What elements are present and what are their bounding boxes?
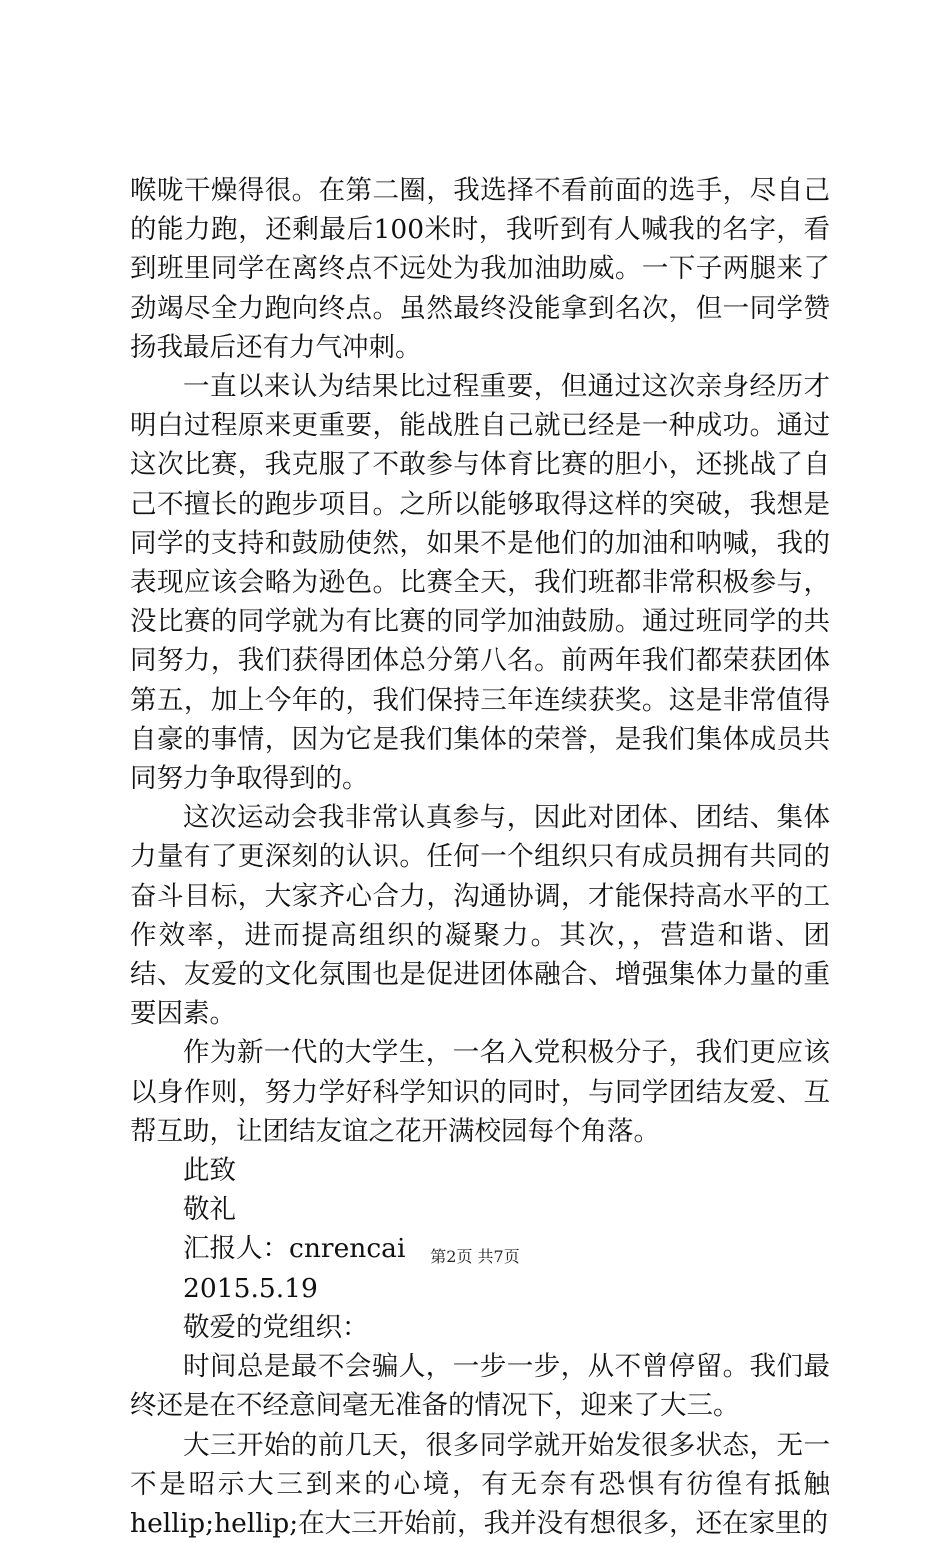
- paragraph-1: 喉咙干燥得很。在第二圈，我选择不看前面的选手，尽自己的能力跑，还剩最后100米时，我听到有人喊我的名字，看到班里同学在离终点不远处为我加油助威。一下子两腿来了劲竭尽全力跑向终点。虽然最终没能拿到名次，但一同学赞扬我最后还有力气冲刺。: [130, 171, 830, 367]
- closing-regards: 敬礼: [130, 1190, 830, 1229]
- paragraph-3: 这次运动会我非常认真参与，因此对团体、团结、集体力量有了更深刻的认识。任何一个组织只有成员拥有共同的奋斗目标，大家齐心合力，沟通协调，才能保持高水平的工作效率，进而提高组织的凝聚力。其次，，营造和谐、团结、友爱的文化氛围也是促进团体融合、增强集体力量的重要因素。: [130, 798, 830, 1033]
- closing-salutation: 此致: [130, 1151, 830, 1190]
- paragraph-4: 作为新一代的大学生，一名入党积极分子，我们更应该以身作则，努力学好科学知识的同时，与同学团结友爱、互帮互助，让团结友谊之花开满校园每个角落。: [130, 1033, 830, 1151]
- paragraph-5: 时间总是最不会骗人，一步一步，从不曾停留。我们最终还是在不经意间毫无准备的情况下，迎来了大三。: [130, 1347, 830, 1425]
- paragraph-2: 一直以来认为结果比过程重要，但通过这次亲身经历才明白过程原来更重要，能战胜自己就已经是一种成功。通过这次比赛，我克服了不敢参与体育比赛的胆小，还挑战了自己不擅长的跑步项目。之所以能够取得这样的突破，我想是同学的支持和鼓励使然，如果不是他们的加油和呐喊，我的表现应该会略为逊色。比赛全天，我们班都非常积极参与，没比赛的同学就为有比赛的同学加油鼓励。通过班同学的共同努力，我们获得团体总分第八名。前两年我们都荣获团体第五，加上今年的，我们保持三年连续获奖。这是非常值得自豪的事情，因为它是我们集体的荣誉，是我们集体成员共同努力争取得到的。: [130, 367, 830, 798]
- paragraph-6: 大三开始的前几天，很多同学就开始发很多状态，无一不是昭示大三到来的心境，有无奈有恐惧有彷徨有抵触hellip;hellip;在大三开始前，我并没有想很多，还在家里的: [130, 1426, 830, 1543]
- letter-greeting: 敬爱的党组织：: [130, 1308, 830, 1347]
- page-number-footer: 第2页 共7页: [0, 1244, 950, 1267]
- document-body: [130, 171, 830, 1543]
- reporter-line: 汇报人：cnrencai: [130, 1229, 830, 1268]
- report-date: 2015.5.19: [130, 1269, 830, 1308]
